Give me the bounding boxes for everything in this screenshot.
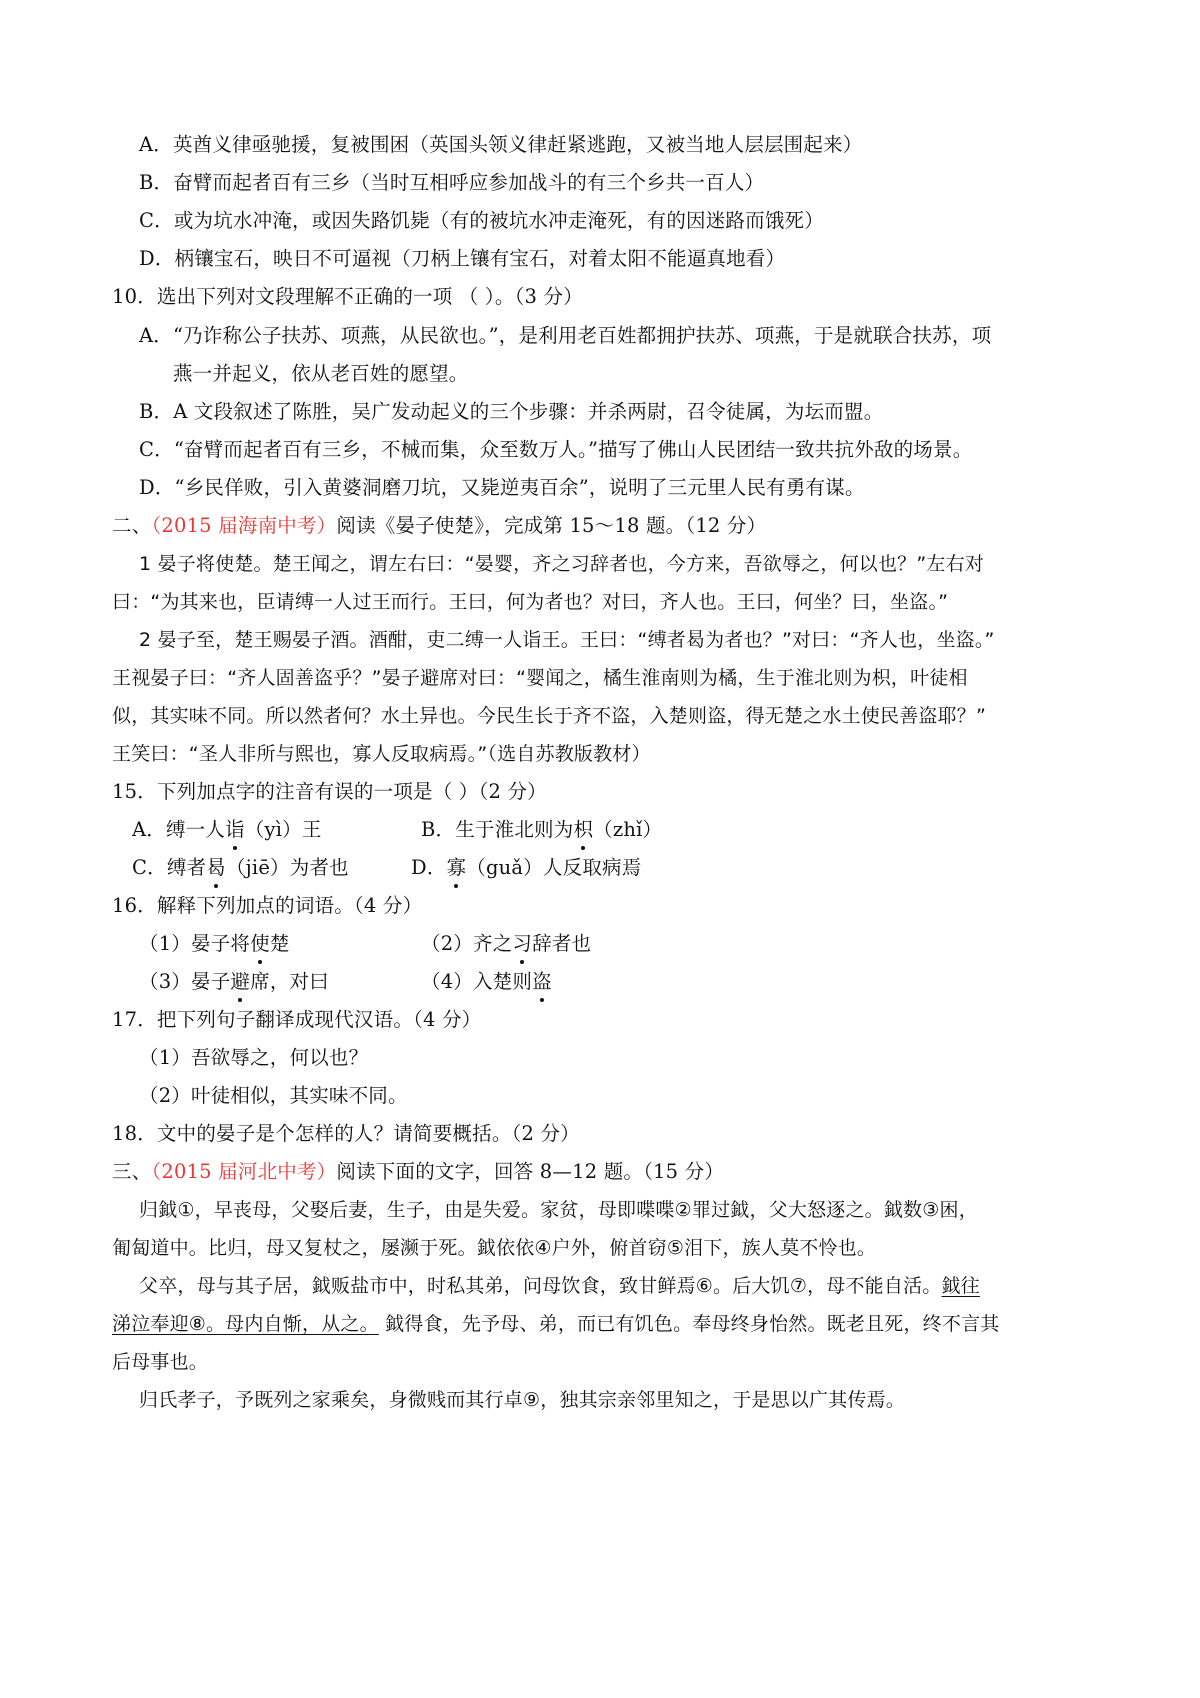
passage-3-para3: 归氏孝子，予既列之家乘矣，身微贱而其行卓⑨，独其宗亲邻里知之，于是思以广其传焉。 (139, 1389, 906, 1411)
section-3-source: （2015 届河北中考） (151, 1160, 337, 1183)
passage-2-para2-line1: 2 晏子至，楚王赐晏子酒。酒酣，吏二缚一人诣王。王曰：“缚者曷为者也？”对曰：“齐人也，坐盗。” (139, 629, 995, 651)
q16-stem: 16．解释下列加点的词语。（4 分） (112, 894, 423, 917)
passage-3-para1-line1: 归鉞①，早丧母，父娶后妻，生子，由是失爱。家贫，母即喋喋②罪过鉞，父大怒逐之。鉞数③困， (139, 1199, 978, 1221)
emphasis-dot-char: 习 (512, 932, 533, 955)
section-2-source: （2015 届海南中考） (151, 514, 337, 537)
passage-3-para2-line3: 后母事也。 (112, 1351, 209, 1373)
q10-option-c: C．“奋臂而起者百有三乡，不械而集，众至数万人。”描写了佛山人民团结一致共抗外敌的场景。 (139, 438, 973, 461)
q9-option-b: B．奋臂而起者百有三乡（当时互相呼应参加战斗的有三个乡共一百人） (139, 171, 765, 194)
q16-item-2: （2）齐之习辞者也 (421, 932, 592, 955)
q9-option-a: A．英酋义律亟驰援，复被围困（英国头领义律赶紧逃跑，又被当地人层层围起来） (139, 133, 863, 156)
section-2-number: 二、 (112, 514, 152, 537)
passage-2-para1-line2: 曰：“为其来也，臣请缚一人过王而行。王曰，何为者也？对曰，齐人也。王曰，何坐？曰，坐盗。” (112, 591, 949, 613)
section-3-description: 阅读下面的文字，回答 8—12 题。（15 分） (336, 1160, 725, 1183)
q9-option-c: C．或为坑水冲淹，或因失路饥毙（有的被坑水冲走淹死，有的因迷路而饿死） (139, 209, 824, 232)
q18-stem: 18．文中的晏子是个怎样的人？请简要概括。（2 分） (112, 1122, 580, 1145)
passage-2-para2-line4: 王笑曰：“圣人非所与熙也，寡人反取病焉。”（选自苏教版教材） (112, 743, 651, 765)
passage-2-para2-line2: 王视晏子曰：“齐人固善盗乎？”晏子避席对曰：“婴闻之，橘生淮南则为橘，生于淮北则为枳，叶徒相 (112, 667, 968, 689)
emphasis-dot-char: 曷 (206, 856, 226, 879)
q10-option-b: B．A 文段叙述了陈胜，吴广发动起义的三个步骤：并杀两尉，召令徒属，为坛而盟。 (139, 400, 884, 423)
passage-3-para1-line2: 匍匐道中。比归，母又复杖之，屡濒于死。鉞依依④户外，俯首窃⑤泪下，族人莫不怜也。 (112, 1237, 877, 1259)
q15-option-b: B．生于淮北则为枳（zhǐ） (421, 818, 663, 841)
section-3-heading (112, 1159, 724, 1185)
q9-option-d: D．柄镶宝石，映日不可逼视（刀柄上镶有宝石，对着太阳不能逼真地看） (139, 247, 786, 270)
q10-option-d: D．“乡民佯败，引入黄婆洞磨刀坑，又毙逆夷百余”，说明了三元里人民有勇有谋。 (139, 476, 865, 499)
emphasis-dot-char: 诣 (225, 818, 245, 841)
passage-3-para2-line2: 涕泣奉迎⑧。母内自惭，从之。 鉞得食，先予母、弟，而已有饥色。奉母终身怡然。既老且死，终不言其 (112, 1313, 1000, 1335)
q16-item-4: （4）入楚则盗 (421, 970, 552, 993)
section-2-heading (112, 513, 766, 539)
q15-option-c: C．缚者曷（jiē）为者也 (132, 856, 349, 879)
section-3-number: 三、 (112, 1160, 152, 1183)
underlined-text: 涕泣奉迎⑧。母内自惭，从之。 (112, 1313, 379, 1335)
section-2-description: 阅读《晏子使楚》，完成第 15～18 题。（12 分） (336, 514, 767, 537)
passage-2-para1-line1: 1 晏子将使楚。楚王闻之，谓左右曰：“晏婴，齐之习辞者也，今方来，吾欲辱之，何以也？”左右对 (139, 553, 985, 575)
q10-stem: 10．选出下列对文段理解不正确的一项 （ ）。（3 分） (112, 285, 583, 308)
emphasis-dot-char: 枳 (573, 818, 594, 841)
q15-stem: 15．下列加点字的注音有误的一项是（ ）（2 分） (112, 780, 547, 803)
emphasis-dot-char: 寡 (446, 856, 467, 879)
q15-option-d: D．寡（guǎ）人反取病焉 (411, 856, 642, 879)
emphasis-dot-char: 使 (250, 932, 270, 955)
q17-stem: 17．把下列句子翻译成现代汉语。（4 分） (112, 1008, 482, 1031)
q10-option-a-line1: A．“乃诈称公子扶苏、项燕，从民欲也。”，是利用老百姓都拥护扶苏、项燕，于是就联合扶苏，项 (139, 324, 992, 347)
emphasis-dot-char: 避 (230, 970, 251, 993)
q15-option-a: A．缚一人诣（yì）王 (132, 818, 322, 841)
underlined-text: 鉞往 (941, 1275, 980, 1297)
passage-3-para2-line1: 父卒，母与其子居，鉞贩盐市中，时私其弟，问母饮食，致甘鲜焉⑥。后大饥⑦，母不能自活。鉞往 (139, 1275, 980, 1297)
q17-sentence-2: （2）叶徒相似，其实味不同。 (139, 1084, 408, 1107)
q16-item-1: （1）晏子将使楚 (139, 932, 290, 955)
q17-sentence-1: （1）吾欲辱之，何以也？ (139, 1046, 369, 1069)
passage-2-para2-line3: 似，其实味不同。所以然者何？水土异也。今民生长于齐不盗，入楚则盗，得无楚之水土使民善盗耶？” (112, 705, 987, 727)
q10-option-a-line2: 燕一并起义，依从老百姓的愿望。 (173, 362, 469, 385)
q16-item-3: （3）晏子避席，对曰 (139, 970, 329, 993)
emphasis-dot-char: 盗 (532, 970, 552, 993)
